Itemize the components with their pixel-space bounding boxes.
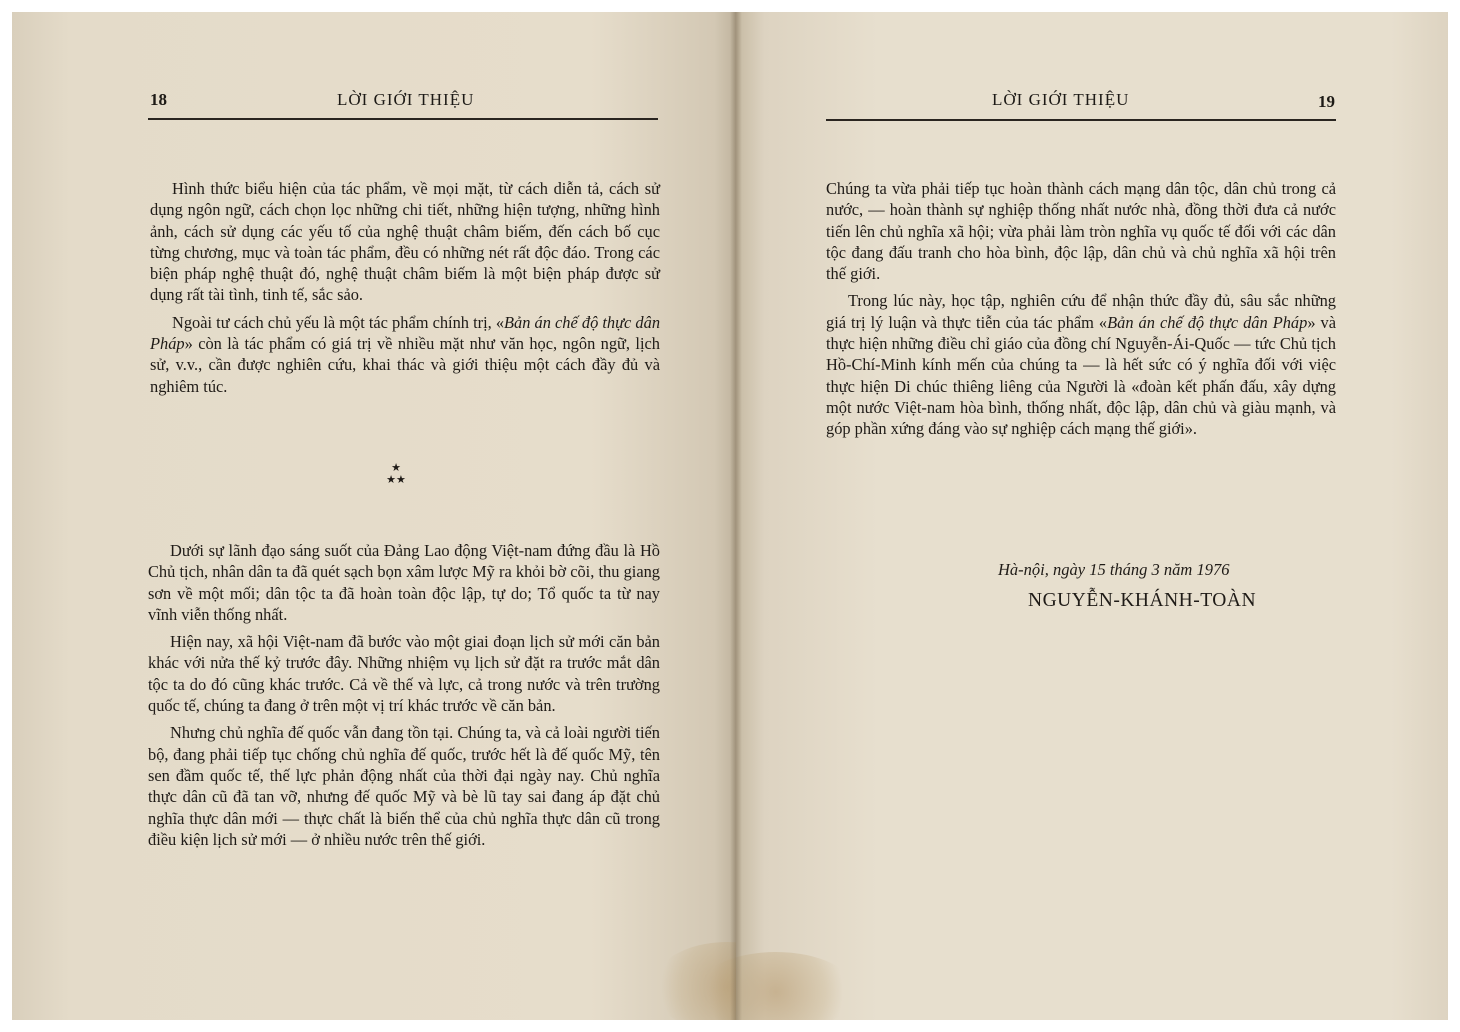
paragraph: Hình thức biểu hiện của tác phẩm, về mọi mặt, từ cách diễn tả, cách sử dụng ngôn ngữ, cách chọn lọc những chi tiết, những hiện tượng, những hình ảnh, cách sử dụng các yếu tố của nghệ thuật châm biếm, đến cách bố cục từng chương, mục và toàn tác phẩm, đều có những nét rất độc đáo. Trong các biện pháp nghệ thuật đó, nghệ thuật châm biếm là một biện pháp được sử dụng rất tài tình, tinh tế, sắc sảo. bbox=[150, 179, 660, 305]
paragraph: Ngoài tư cách chủ yếu là một tác phẩm chính trị, «Bản án chế độ thực dân Pháp» còn là tác phẩm có giá trị về nhiều mặt như văn học, ngôn ngữ, lịch sử, v.v., cần được nghiên cứu, khai thác và giới thiệu một cách đầy đủ và nghiêm túc. bbox=[150, 312, 661, 396]
book-spread bbox=[12, 12, 1448, 1020]
left-text-bottom bbox=[148, 540, 660, 856]
running-head: LỜI GIỚI THIỆU bbox=[337, 90, 475, 109]
right-page bbox=[736, 12, 1448, 1020]
book-gutter bbox=[730, 12, 742, 1020]
book-title: Bản án chế độ thực dân Pháp bbox=[1107, 312, 1308, 332]
paragraph: Dưới sự lãnh đạo sáng suốt của Đảng Lao động Việt-nam đứng đầu là Hồ Chủ tịch, nhân dân ta đã quét sạch bọn xâm lược Mỹ ra khỏi bờ cõi, thu giang sơn về một mối; dân tộc ta đã hoàn toàn độc lập, tự do; Tổ quốc ta từ nay vĩnh viễn thống nhất. bbox=[148, 541, 660, 624]
page-number: 18 bbox=[150, 90, 167, 109]
left-text-top bbox=[150, 178, 660, 403]
paragraph: Hiện nay, xã hội Việt-nam đã bước vào một giai đoạn lịch sử mới căn bản khác với nửa thế kỷ trước đây. Những nhiệm vụ lịch sử đặt ra trước mắt dân tộc ta do đó cũng khác trước. Cả về thế và lực, cả trong nước và trên trường quốc tế, chúng ta đang ở trên một vị trí khác trước về căn bản. bbox=[148, 632, 660, 716]
author-signature: NGUYỄN-KHÁNH-TOÀN bbox=[1028, 590, 1257, 611]
paper-stain bbox=[696, 952, 856, 1020]
book-title: Bản án chế độ thực dân Pháp bbox=[150, 312, 661, 354]
header-rule bbox=[826, 119, 1336, 121]
left-page bbox=[12, 12, 736, 1020]
right-text bbox=[826, 178, 1336, 446]
dateline: Hà-nội, ngày 15 tháng 3 năm 1976 bbox=[998, 560, 1230, 579]
running-head: LỜI GIỚI THIỆU bbox=[992, 90, 1130, 109]
paragraph: Nhưng chủ nghĩa đế quốc vẫn đang tồn tại. Chúng ta, và cả loài người tiến bộ, đang phải tiếp tục chống chủ nghĩa đế quốc, trước hết là đế quốc Mỹ, tên sen đầm quốc tế, thế lực phản động nhất của thời đại ngày nay. Chủ nghĩa thực dân cũ đã tan vỡ, nhưng đế quốc Mỹ và bè lũ tay sai đang áp đặt chủ nghĩa thực dân mới — thực chất là biến thể của chủ nghĩa thực dân cũ trong điều kiện lịch sử mới — ở nhiều nước trên thế giới. bbox=[148, 723, 660, 849]
page-number: 19 bbox=[1318, 92, 1335, 111]
paragraph: Trong lúc này, học tập, nghiên cứu để nhận thức đầy đủ, sâu sắc những giá trị lý luận và thực tiễn của tác phẩm «Bản án chế độ thực dân Pháp» và thực hiện những điều chỉ giáo của đồng chí Nguyễn-Ái-Quốc — tức Chủ tịch Hồ-Chí-Minh kính mến của chúng ta — là hết sức có ý nghĩa đối với việc thực hiện Di chúc thiêng liêng của Người là «đoàn kết phấn đấu, xây dựng một nước Việt-nam hòa bình, thống nhất, độc lập, dân chủ và giàu mạnh, và góp phần xứng đáng vào sự nghiệp cách mạng thế giới». bbox=[826, 291, 1337, 439]
header-rule bbox=[148, 118, 658, 120]
paragraph: Chúng ta vừa phải tiếp tục hoàn thành cách mạng dân tộc, dân chủ trong cả nước, — hoàn thành sự nghiệp thống nhất nước nhà, đồng thời đưa cả nước tiến lên chủ nghĩa xã hội; vừa phải làm tròn nghĩa vụ quốc tế đối với các dân tộc đang đấu tranh cho hòa bình, độc lập, dân chủ và chủ nghĩa xã hội trên thế giới. bbox=[826, 179, 1336, 284]
section-separator: ★ ★★ bbox=[386, 461, 406, 486]
